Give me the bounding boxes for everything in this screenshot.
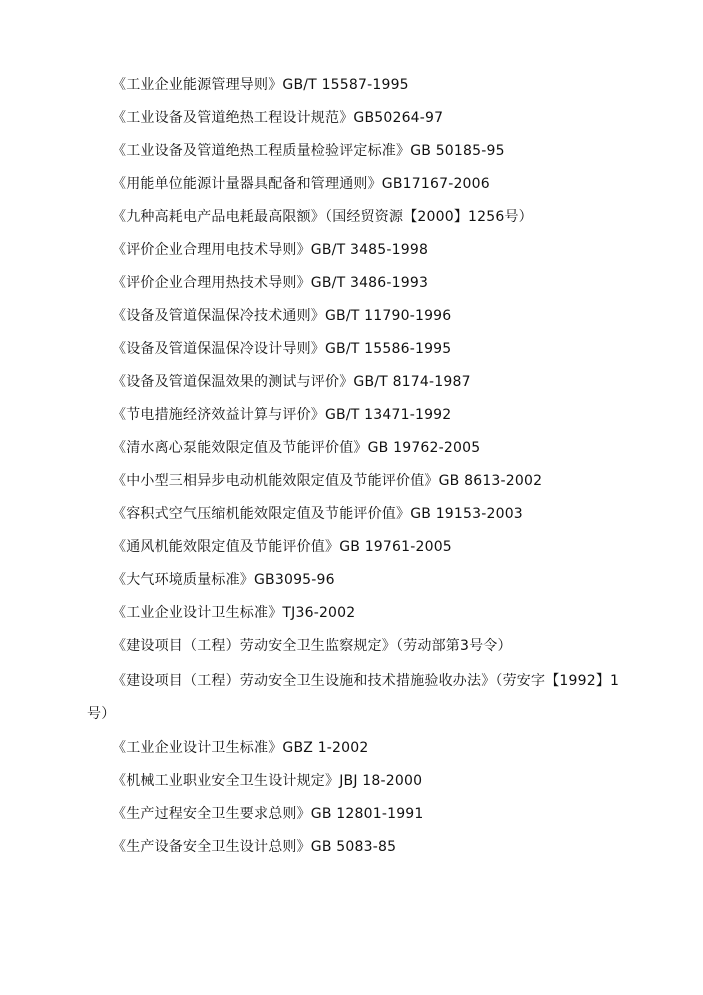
list-item: 《工业企业设计卫生标准》TJ36-2002 xyxy=(112,605,356,621)
list-item: 《工业设备及管道绝热工程质量检验评定标准》GB 50185-95 xyxy=(112,143,505,159)
list-item: 《机械工业职业安全卫生设计规定》JBJ 18-2000 xyxy=(112,773,423,789)
list-item: 《设备及管道保温保冷设计导则》GB/T 15586-1995 xyxy=(112,341,452,357)
list-item: 《生产过程安全卫生要求总则》GB 12801-1991 xyxy=(112,806,424,822)
list-item: 《生产设备安全卫生设计总则》GB 5083-85 xyxy=(112,839,397,855)
list-item: 《九种高耗电产品电耗最高限额》（国经贸资源【2000】1256号） xyxy=(112,209,533,225)
list-item: 《中小型三相异步电动机能效限定值及节能评价值》GB 8613-2002 xyxy=(112,473,543,489)
list-item: 《工业设备及管道绝热工程设计规范》GB50264-97 xyxy=(112,110,444,126)
list-item: 《工业企业设计卫生标准》GBZ 1-2002 xyxy=(112,740,369,756)
list-item: 《用能单位能源计量器具配备和管理通则》GB17167-2006 xyxy=(112,176,490,192)
list-item: 《建设项目（工程）劳动安全卫生监察规定》（劳动部第3号令） xyxy=(112,638,512,654)
list-item: 《容积式空气压缩机能效限定值及节能评价值》GB 19153-2003 xyxy=(112,506,523,522)
list-item: 《大气环境质量标准》GB3095-96 xyxy=(112,572,335,588)
list-item: 《评价企业合理用热技术导则》GB/T 3486-1993 xyxy=(112,275,429,291)
list-item: 《设备及管道保温效果的测试与评价》GB/T 8174-1987 xyxy=(112,374,471,390)
list-item: 《清水离心泵能效限定值及节能评价值》GB 19762-2005 xyxy=(112,440,481,456)
standards-list xyxy=(87,71,627,866)
list-item: 《通风机能效限定值及节能评价值》GB 19761-2005 xyxy=(112,539,452,555)
list-item: 《节电措施经济效益计算与评价》GB/T 13471-1992 xyxy=(112,407,452,423)
list-item-wrapped: 《建设项目（工程）劳动安全卫生设施和技术措施验收办法》（劳安字【1992】1号） xyxy=(87,673,620,722)
list-item: 《设备及管道保温保冷技术通则》GB/T 11790-1996 xyxy=(112,308,452,324)
list-item: 《工业企业能源管理导则》GB/T 15587-1995 xyxy=(112,77,409,93)
list-item: 《评价企业合理用电技术导则》GB/T 3485-1998 xyxy=(112,242,429,258)
